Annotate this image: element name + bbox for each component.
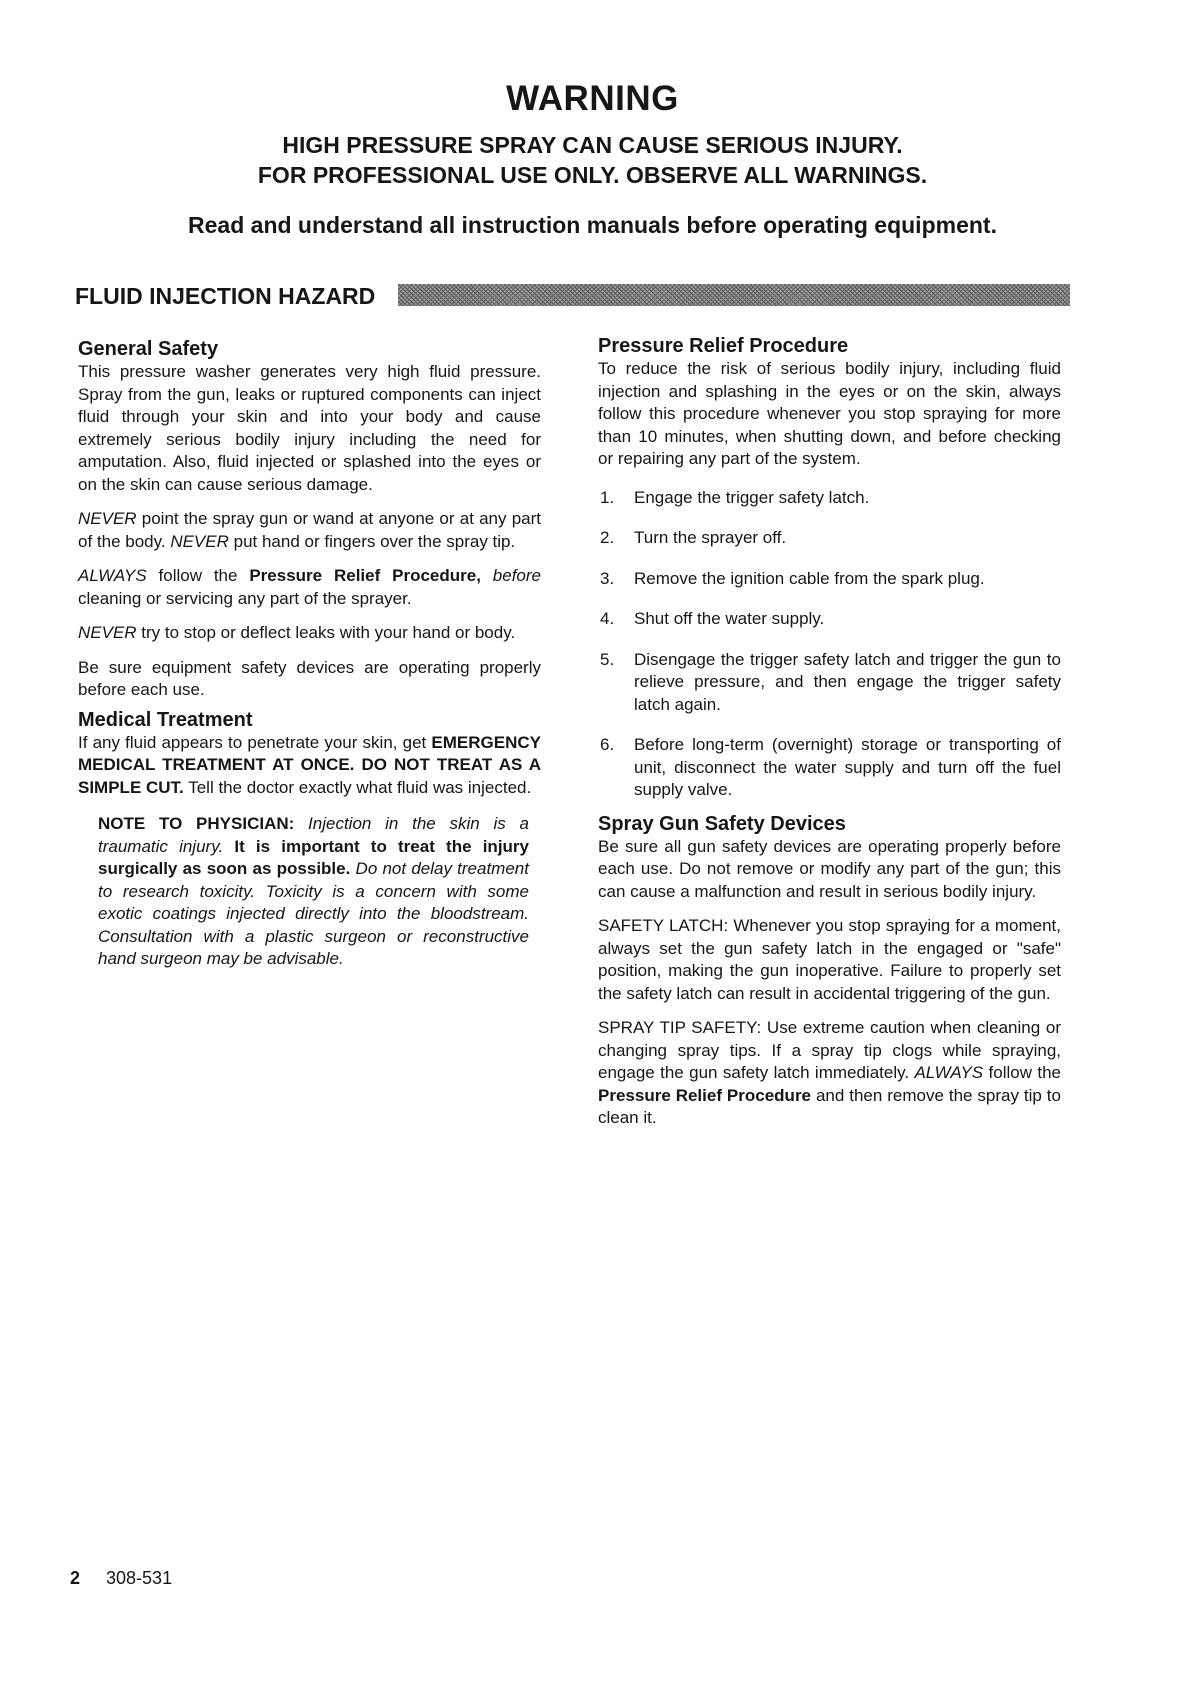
gun-safety-paragraph: Be sure all gun safety devices are operating properly before each use. Do not remove or modify any part of the gun; this can cause a malfunction and result in serious bodily injury.	[598, 836, 1061, 901]
general-safety-paragraph: This pressure washer generates very high fluid pressure. Spray from the gun, leaks or ruptured components can inject fluid through your skin and into your body and cause extremely serious bodily injury including the need for amputation. Also, fluid injected or splashed into the eyes or on the skin can cause serious damage.	[78, 362, 541, 494]
page-number: 2	[70, 1568, 81, 1588]
relief-steps-list	[598, 487, 1061, 802]
relief-step: 6. Before long-term (overnight) storage or transporting of unit, disconnect the water supply and turn off the fuel supply valve.	[600, 735, 1061, 799]
right-column	[598, 334, 1061, 1130]
spray-tip-safety-paragraph: SPRAY TIP SAFETY: Use extreme caution when cleaning or changing spray tips. If a spray tip clogs while spraying, engage the gun safety latch immediately. ALWAYS follow the Pressure Relief Procedure and then remove the spray tip to clean it.	[598, 1018, 1061, 1127]
pressure-relief-heading: Pressure Relief Procedure	[598, 335, 849, 357]
medical-treatment-paragraph: If any fluid appears to penetrate your skin, get EMERGENCY MEDICAL TREATMENT AT ONCE. DO NOT TREAT AS A SIMPLE CUT. Tell the doctor exactly what fluid was injected.	[78, 732, 541, 797]
warning-header	[0, 78, 1191, 240]
page-footer	[70, 1568, 172, 1589]
relief-step: 5. Disengage the trigger safety latch and trigger the gun to relieve pressure, and then engage the trigger safety latch again.	[600, 649, 1061, 714]
never-deflect-paragraph: NEVER try to stop or deflect leaks with your hand or body.	[78, 623, 516, 642]
gun-safety-heading: Spray Gun Safety Devices	[598, 812, 846, 835]
hazard-band	[398, 284, 1070, 306]
relief-step: 2. Turn the sprayer off.	[600, 528, 787, 547]
warning-title: WARNING	[506, 79, 679, 118]
relief-step: 1. Engage the trigger safety latch.	[600, 487, 870, 507]
relief-step: 3. Remove the ignition cable from the spark plug.	[600, 568, 985, 588]
read-manuals-notice: Read and understand all instruction manuals before operating equipment.	[188, 212, 997, 238]
physician-note: NOTE TO PHYSICIAN: Injection in the skin is a traumatic injury. It is important to treat the injury surgically as soon as possible. Do not delay treatment to research toxicity. Toxicity is a concern with some exotic coatings injected directly into the bloodstream. Consultation with a plastic surgeon or reconstructive hand surgeon may be advisable.	[98, 814, 529, 968]
warning-subtitle-1: HIGH PRESSURE SPRAY CAN CAUSE SERIOUS INJURY.	[282, 132, 903, 158]
relief-step: 4. Shut off the water supply.	[600, 609, 825, 628]
section-bar	[75, 281, 1070, 311]
never-point-paragraph: NEVER point the spray gun or wand at anyone or at any part of the body. NEVER put hand or fingers over the spray tip.	[78, 509, 541, 551]
always-follow-paragraph: ALWAYS follow the Pressure Relief Procedure, before cleaning or servicing any part of the sprayer.	[78, 566, 541, 608]
medical-treatment-heading: Medical Treatment	[78, 708, 253, 731]
left-column	[78, 337, 541, 971]
general-safety-heading: General Safety	[78, 338, 219, 360]
document-number: 308-531	[106, 1568, 173, 1588]
section-title: FLUID INJECTION HAZARD	[75, 283, 376, 309]
safety-latch-paragraph: SAFETY LATCH: Whenever you stop spraying for a moment, always set the gun safety latch in the engaged or "safe" position, making the gun inoperative. Failure to properly set the safety latch can result in accidental triggering of the gun.	[598, 916, 1061, 1003]
pressure-relief-intro: To reduce the risk of serious bodily injury, including fluid injection and splashing in the eyes or on the skin, always follow this procedure whenever you stop spraying for more than 10 minutes, when shutting down, and before checking or repairing any part of the system.	[598, 359, 1061, 468]
safety-devices-paragraph: Be sure equipment safety devices are operating properly before each use.	[78, 657, 541, 699]
warning-subtitle-2: FOR PROFESSIONAL USE ONLY. OBSERVE ALL WARNINGS.	[257, 162, 928, 188]
